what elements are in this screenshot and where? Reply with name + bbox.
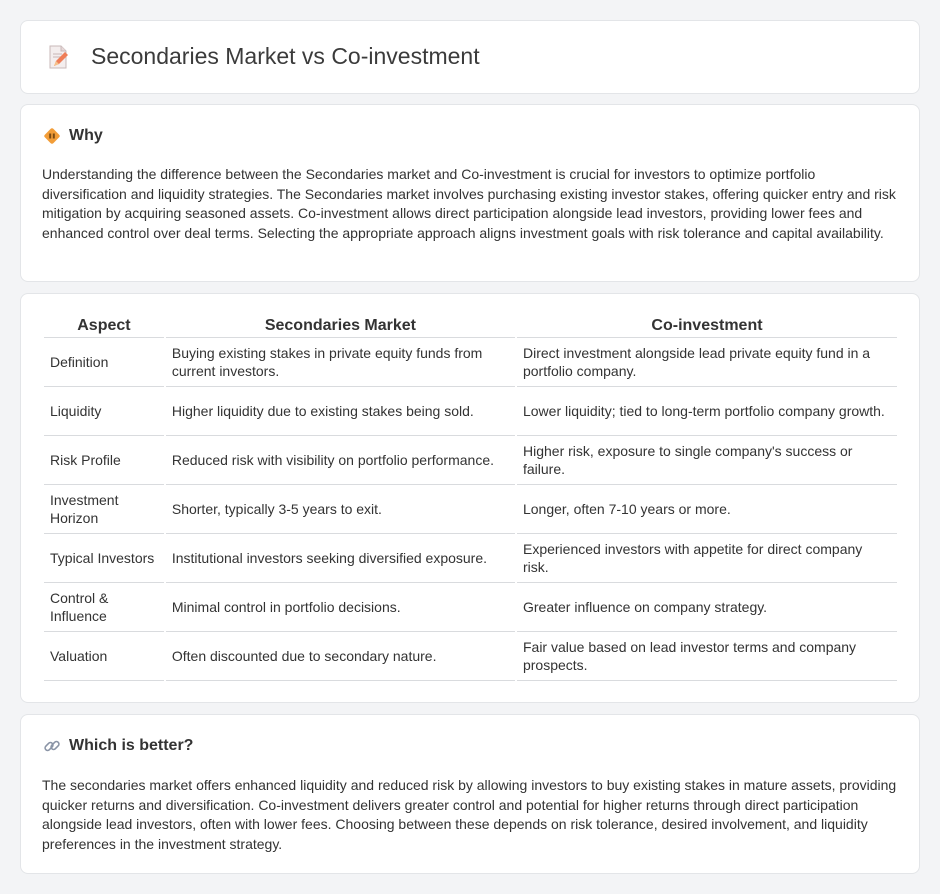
aspect-cell: Valuation (44, 632, 164, 681)
table-row (44, 387, 897, 436)
secondaries-cell: Institutional investors seeking diversified exposure. (166, 534, 515, 583)
why-body: Understanding the difference between the Secondaries market and Co-investment is crucial for investors to optimize portfolio diversification and liquidity strategies. The Secondaries market involves purchasing existing investor stakes, offering quicker entry and risk mitigation by acquiring seasoned assets. Co-investment allows direct participation alongside lead investors, providing lower fees and enhanced control over deal terms. Selecting the appropriate approach aligns investment goals with risk tolerance and capital availability. (42, 166, 896, 241)
aspect-cell: Definition (44, 338, 164, 387)
table-row (44, 534, 897, 583)
aspect-cell: Typical Investors (44, 534, 164, 583)
table-row (44, 485, 897, 534)
secondaries-cell: Buying existing stakes in private equity funds from current investors. (166, 338, 515, 387)
coinvestment-cell: Lower liquidity; tied to long-term portfolio company growth. (517, 387, 897, 436)
comparison-section (20, 293, 920, 703)
better-body: The secondaries market offers enhanced liquidity and reduced risk by allowing investors to buy existing stakes in mature assets, providing quicker returns and diversification. Co-investment delivers greater control and potential for higher returns through direct participation alongside lead investors, often with lower fees. Choosing between these depends on risk tolerance, desired involvement, and liquidity preferences in the investment strategy. (42, 777, 897, 852)
header-aspect: Aspect (44, 315, 164, 338)
why-heading-row (43, 127, 103, 145)
aspect-cell: Liquidity (44, 387, 164, 436)
table-header-row (44, 315, 897, 338)
table-row (44, 436, 897, 485)
secondaries-cell: Shorter, typically 3-5 years to exit. (166, 485, 515, 534)
aspect-cell: Control & Influence (44, 583, 164, 632)
secondaries-cell: Often discounted due to secondary nature. (166, 632, 515, 681)
better-heading: Which is better? (69, 737, 194, 754)
coinvestment-cell: Longer, often 7-10 years or more. (517, 485, 897, 534)
header-secondaries: Secondaries Market (166, 315, 515, 338)
coinvestment-cell: Direct investment alongside lead private equity fund in a portfolio company. (517, 338, 897, 387)
aspect-cell: Investment Horizon (44, 485, 164, 534)
why-section (20, 104, 920, 282)
coinvestment-cell: Experienced investors with appetite for direct company risk. (517, 534, 897, 583)
coinvestment-cell: Greater influence on company strategy. (517, 583, 897, 632)
secondaries-cell: Reduced risk with visibility on portfolio performance. (166, 436, 515, 485)
why-heading: Why (69, 127, 103, 144)
table-row (44, 583, 897, 632)
coinvestment-cell: Fair value based on lead investor terms and company prospects. (517, 632, 897, 681)
link-icon (43, 737, 61, 755)
secondaries-cell: Higher liquidity due to existing stakes being sold. (166, 387, 515, 436)
page-title: Secondaries Market vs Co-investment (91, 43, 480, 69)
header-coinvestment: Co-investment (517, 315, 897, 338)
document-pencil-icon (45, 44, 71, 70)
table-row (44, 632, 897, 681)
better-heading-row (43, 737, 193, 755)
secondaries-cell: Minimal control in portfolio decisions. (166, 583, 515, 632)
coinvestment-cell: Higher risk, exposure to single company's success or failure. (517, 436, 897, 485)
comparison-table (42, 315, 899, 681)
diamond-sign-icon (43, 127, 61, 145)
page-header (45, 43, 480, 70)
title-card (20, 20, 920, 94)
aspect-cell: Risk Profile (44, 436, 164, 485)
which-is-better-section (20, 714, 920, 874)
table-row (44, 338, 897, 387)
